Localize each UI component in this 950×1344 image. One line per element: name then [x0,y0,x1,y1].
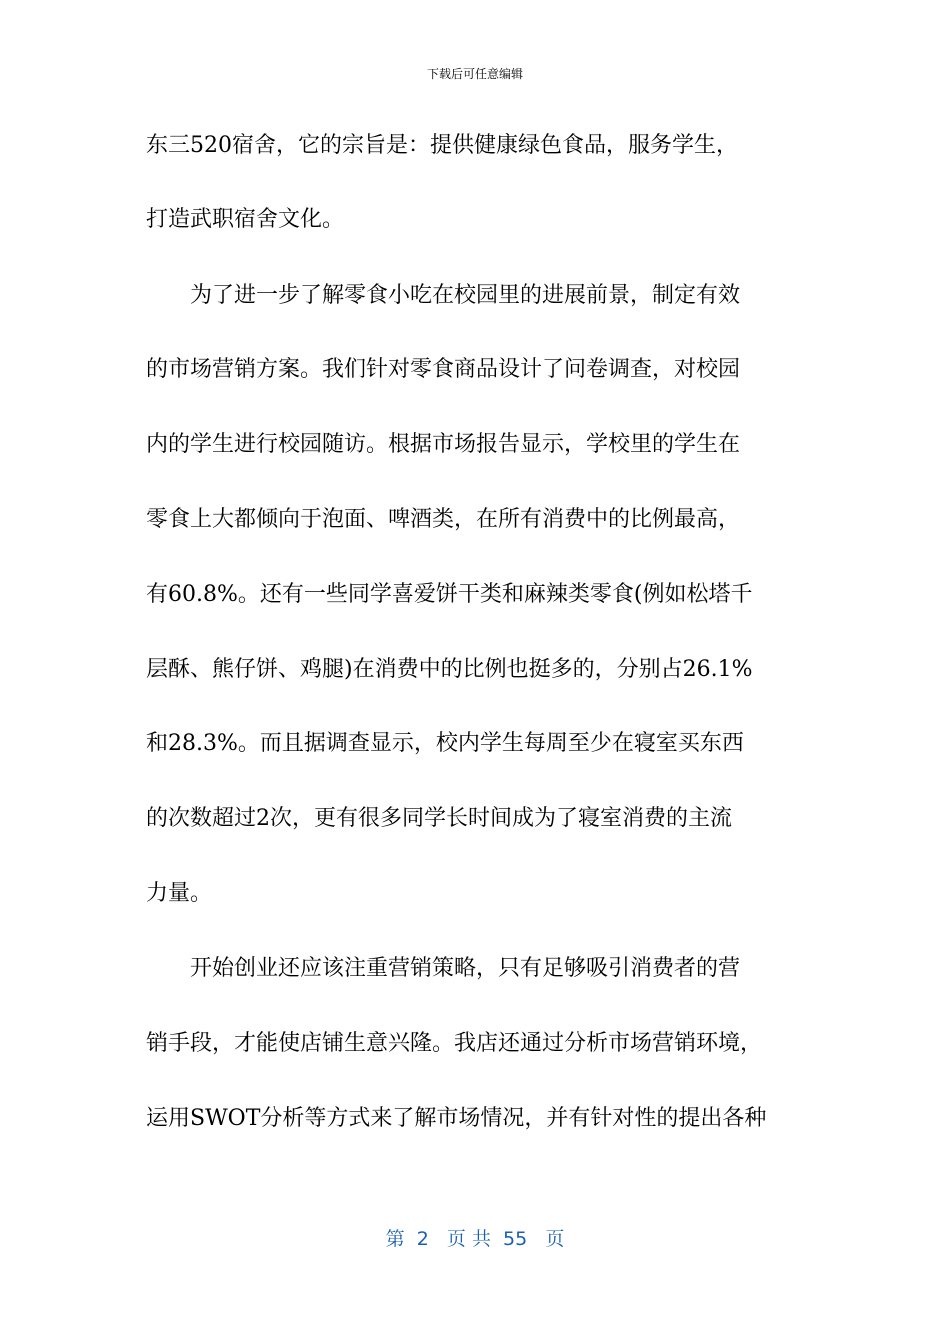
paragraph-start-line: 为了进一步了解零食小吃在校园里的进展前景，制定有效 [190,283,741,308]
body-line: 的市场营销方案。我们针对零食商品设计了问卷调查，对校园 [146,357,741,382]
body-line: 销手段，才能使店铺生意兴隆。我店还通过分析市场营销环境， [146,1031,763,1056]
page-header: 下载后可任意编辑 [426,67,523,81]
body-line: 层酥、熊仔饼、鸡腿)在消费中的比例也挺多的，分别占26.1% [146,657,753,682]
body-line: 打造武职宿舍文化。 [146,207,345,232]
page-footer: 第 2 页 共 55 页 [385,1228,565,1250]
body-line: 力量。 [146,881,213,906]
body-line: 和28.3%。而且据调查显示，校内学生每周至少在寝室买东西 [146,731,744,756]
body-line: 的次数超过2次，更有很多同学长时间成为了寝室消费的主流 [146,806,732,831]
paragraph-start-line: 开始创业还应该注重营销策略，只有足够吸引消费者的营 [190,956,741,981]
body-line: 东三520宿舍，它的宗旨是：提供健康绿色食品，服务学生， [146,133,738,158]
body-line: 零食上大都倾向于泡面、啤酒类，在所有消费中的比例最高， [146,507,741,532]
body-line: 内的学生进行校园随访。根据市场报告显示，学校里的学生在 [146,432,741,457]
body-line: 有60.8%。还有一些同学喜爱饼干类和麻辣类零食(例如松塔千 [146,582,753,607]
body-line: 运用SWOT分析等方式来了解市场情况，并有针对性的提出各种 [146,1106,767,1131]
